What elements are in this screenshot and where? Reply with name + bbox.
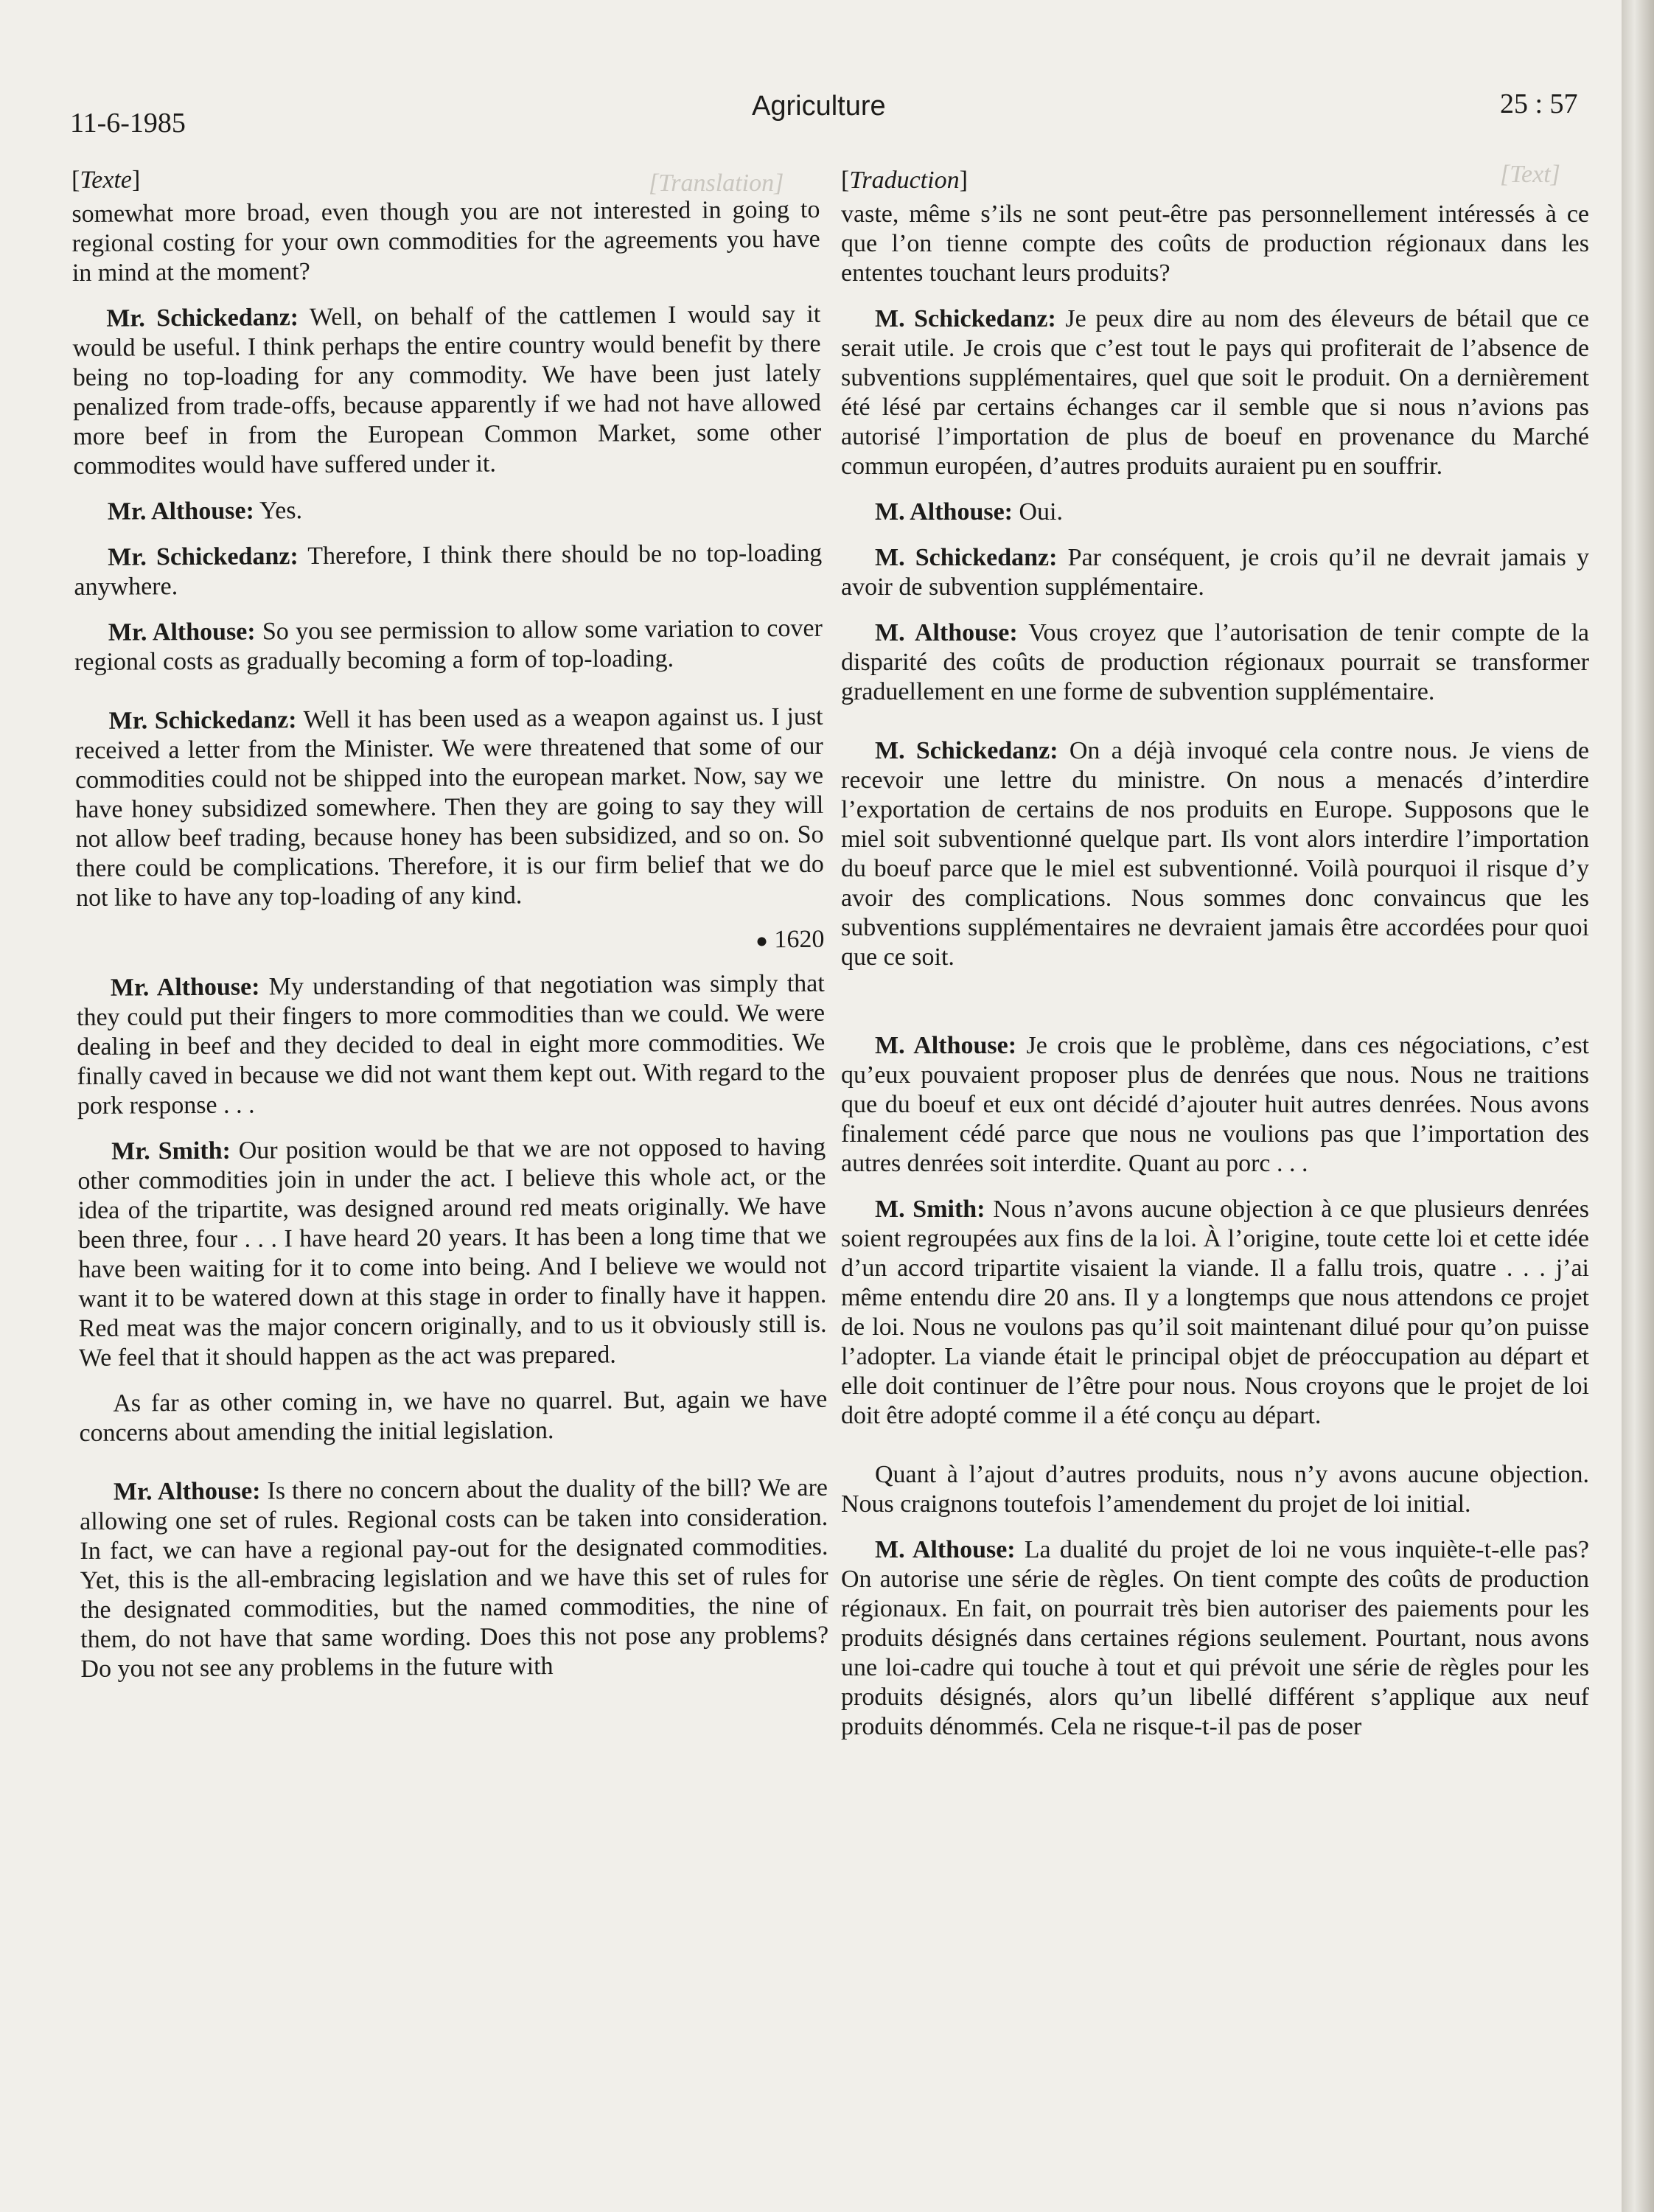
paragraph: M. Althouse: Vous croyez que l’autorisation de tenir compte de la disparité des coûts de production régionaux pourrait se transformer graduellement en une forme de subvention supplémentaire. [841,619,1589,705]
speaker-name: Mr. Althouse: [107,497,254,526]
bleed-through-label-left: [Translation] [649,170,784,197]
english-column [71,161,832,2178]
paragraph: vaste, même s’ils ne sont peut-être pas personnellement intéressés à ce que l’on tienne compte des coûts de production régionaux dans les ententes touchant leurs produits? [841,200,1589,287]
speaker-name: M. Althouse: [875,619,1018,646]
paragraph: Mr. Althouse: Is there no concern about the duality of the bill? We are allowing one set of rules. Regional costs can be taken into consideration. In fact, we can have a regional pay-out for the designated commodities. Yet, this is the all-embracing legislation and we have this set of rules for the designated commodities, but the named commodities, the nine of them, do not have that same wording. Does this not pose any problems? Do you not see any problems in the future with [80,1473,829,1683]
time-marker: ● 1620 [755,925,825,954]
header-page-number: 25 : 57 [1500,88,1578,119]
header-title: Agriculture [752,91,886,122]
paragraph: somewhat more broad, even though you are not interested in going to regional costing for your own commodities for the agreements you have in mind at the moment? [71,195,820,287]
column-label: [Texte] [71,166,141,194]
speaker-name: M. Smith: [875,1196,985,1223]
speaker-name: M. Althouse: [875,1032,1017,1059]
speaker-name: M. Schickedanz: [875,737,1058,764]
speaker-name: Mr. Althouse: [113,1477,261,1506]
paragraph: M. Smith: Nous n’avons aucune objection à ce que plusieurs denrées soient regroupées aux fins de la loi. À l’origine, toute cette loi et cette idée d’un accord tripartite visaient la viande. Il a fallu trois, quatre . . . j’ai même entendu dire 20 ans. Il y a longtemps que nous attendons ce projet de loi. Nous ne voulons pas qu’il soit maintenant dilué pour qu’on puisse l’adopter. La viande était le principal objet de préoccupation au départ et elle doit continuer de l’être pour nous. Nous croyons que le projet de loi doit être adopté comme il a été conçu au départ. [841,1196,1589,1429]
speaker-name: M. Schickedanz: [875,544,1058,571]
speaker-name: Mr. Smith: [111,1137,231,1165]
paragraph: Mr. Althouse: So you see permission to allow some variation to cover regional costs as gradually becoming a form of top-loading. [74,614,823,676]
paragraph: As far as other coming in, we have no quarrel. But, again we have concerns about amending the initial legislation. [79,1385,828,1447]
bullet-icon: ● [755,929,769,953]
speaker-name: Mr. Althouse: [110,973,260,1002]
speaker-name: Mr. Schickedanz: [106,304,299,332]
paragraph: Mr. Schickedanz: Therefore, I think there should be no top-loading anywhere. [74,539,823,601]
speaker-name: M. Schickedanz: [875,305,1056,332]
speaker-name: Mr. Althouse: [108,618,256,646]
speaker-name: M. Althouse: [875,1536,1016,1563]
paragraph: Mr. Schickedanz: Well, on behalf of the cattlemen I would say it would be useful. I think perhaps the entire country would benefit by there being no top-loading for any commodity. We have been just lately penalized from trade-offs, because apparently if we had not have allowed more beef in from the European Common Market, some other commodites would have suffered under it. [72,300,822,480]
paragraph: Quant à l’ajout d’autres produits, nous n’y avons aucune objection. Nous craignons toutefois l’amendement du projet de loi initial. [841,1461,1589,1518]
page-header [0,77,1622,139]
french-column [841,166,1589,2178]
speaker-name: Mr. Schickedanz: [108,542,299,571]
header-date: 11-6-1985 [70,108,186,139]
column-label: [Traduction] [841,167,968,194]
paragraph: M. Althouse: Je crois que le problème, dans ces négociations, c’est qu’eux pouvaient proposer plus de denrées que nous. Nous ne traitions que du boeuf et eux ont décidé d’ajouter huit autres denrées. Nous avons finalement cédé parce que nous ne voulions pas que l’importation des autres denrées soit interdite. Quant au porc . . . [841,1032,1589,1177]
speaker-name: M. Althouse: [875,498,1013,526]
speaker-name: Mr. Schickedanz: [108,706,297,735]
paragraph: M. Althouse: Oui. [875,498,1063,526]
page-edge [1622,0,1654,2212]
paragraph: Mr. Althouse: Yes. [107,497,303,526]
paragraph: Mr. Althouse: My understanding of that negotiation was simply that they could put their fingers to more commodities than we could. We were dealing in beef and they decided to deal in eight more commodities. We finally caved in because we did not want them kept out. With regard to the pork response . . . [76,969,826,1120]
paragraph: Mr. Schickedanz: Well it has been used as a weapon against us. I just received a letter from the Minister. We were threatened that some of our commodities could not be shipped into the european market. Now, say we have honey subsidized somewhere. Then they are going to say they will not allow beef trading, because honey has been subsidized, and so on. So there could be complications. Therefore, it is our firm belief that we do not like to have any top-loading of any kind. [74,702,824,912]
bleed-through-label-right: [Text] [1500,161,1560,188]
paragraph: M. Schickedanz: Je peux dire au nom des éleveurs de bétail que ce serait utile. Je crois que c’est tout le pays qui profiterait de l’absence de subventions supplémentaires, quel que soit le produit. On a dernièrement été lésé par certains échanges car il semble que si nous n’avions pas autorisé l’importation de plus de boeuf en provenance du Marché commun européen, d’autres produits auraient pu en souffrir. [841,305,1589,480]
paragraph: Mr. Smith: Our position would be that we are not opposed to having other commodities join in under the act. I believe this whole act, or the idea of the tripartite, was designed around red meats originally. We have been three, four . . . I have heard 20 years. It has been a long time that we have been waiting for it to come into being. And I believe we would not want it to be watered down at this stage in order to finally have it happen. Red meat was the major concern originally, and to us it obviously still is. We feel that it should happen as the act was prepared. [77,1133,827,1372]
paragraph: M. Schickedanz: On a déjà invoqué cela contre nous. Je viens de recevoir une lettre du ministre. On nous a menacés d’interdire l’exportation de certains de nos produits en Europe. Supposons que le miel soit subventionné quelque part. Ils vont alors interdire l’importation du boeuf parce que le miel est subventionné. Voilà pourquoi il risque d’y avoir des complications. Nous sommes donc convaincus que les subventions supplémentaires ne devraient jamais être accordées pour quoi que ce soit. [841,737,1589,971]
paragraph: M. Schickedanz: Par conséquent, je crois qu’il ne devrait jamais y avoir de subvention supplémentaire. [841,544,1589,601]
paragraph: M. Althouse: La dualité du projet de loi ne vous inquiète-t-elle pas? On autorise une série de règles. On tient compte des coûts de production régionaux. En fait, on pourrait très bien autoriser des paiements pour les produits désignés dans certaines régions seulement. Pourtant, nous avons une loi-cadre qui touche à tout et qui prévoit une série de règles pour les produits désignés, alors qu’un libellé différent s’applique aux neuf produits dénommés. Cela ne risque-t-il pas de poser [841,1536,1589,1740]
